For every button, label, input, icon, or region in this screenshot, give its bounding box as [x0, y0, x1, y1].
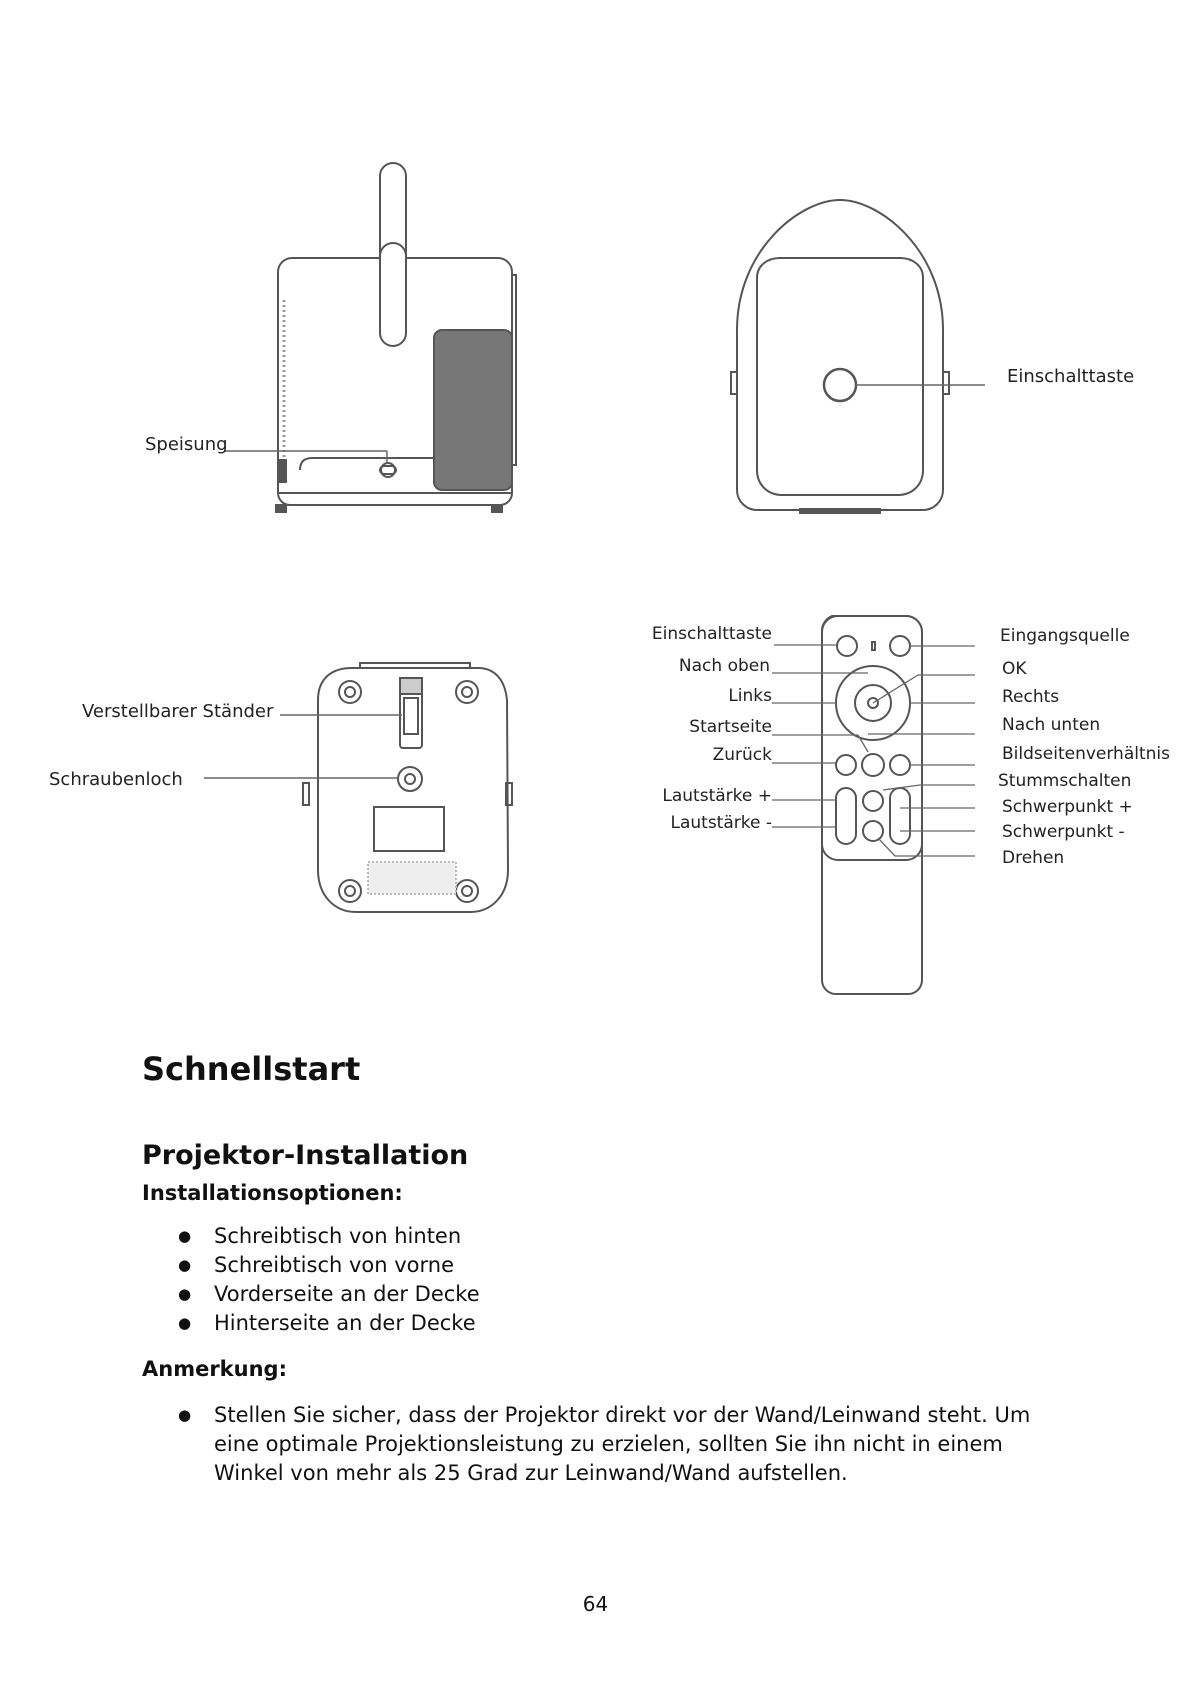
projector-front-view: [731, 200, 985, 513]
remote-label-lautstaerke-minus: Lautstärke -: [670, 813, 772, 833]
remote-label-drehen: Drehen: [1002, 848, 1065, 868]
note-heading: Anmerkung:: [142, 1357, 287, 1381]
remote-label-eingangsquelle: Eingangsquelle: [1000, 626, 1130, 646]
page-number: 64: [582, 1592, 609, 1616]
section-title: Schnellstart: [142, 1050, 361, 1088]
remote-label-lautstaerke-plus: Lautstärke +: [662, 786, 772, 806]
label-einschalttaste-front: Einschalttaste: [1007, 366, 1135, 387]
remote-label-zurueck: Zurück: [712, 745, 772, 765]
list-item: ● Schreibtisch von vorne: [178, 1251, 480, 1280]
remote-label-nach-unten: Nach unten: [1002, 715, 1101, 735]
projector-bottom-view: [303, 663, 512, 912]
list-item: ● Schreibtisch von hinten: [178, 1222, 480, 1251]
remote-label-ok: OK: [1002, 659, 1027, 679]
section-subtitle: Projektor-Installation: [142, 1140, 469, 1171]
remote-label-nach-oben: Nach oben: [678, 656, 770, 676]
remote-label-einschalttaste: Einschalttaste: [651, 624, 772, 644]
list-item: ● Vorderseite an der Decke: [178, 1280, 480, 1309]
remote-label-schwerpunkt-minus: Schwerpunkt -: [1002, 822, 1125, 842]
remote-label-stummschalten: Stummschalten: [998, 771, 1132, 791]
note-list: [178, 1401, 1048, 1488]
installation-options-list: [178, 1222, 480, 1338]
remote-label-schwerpunkt-plus: Schwerpunkt +: [1002, 797, 1133, 817]
remote-label-rechts: Rechts: [1002, 687, 1060, 707]
label-verstellbarer-staender: Verstellbarer Ständer: [82, 701, 274, 722]
note-text: ● Stellen Sie sicher, dass der Projektor direkt vor der Wand/Leinwand steht. Um eine optimale Projektionsleistung zu erzielen, sollten Sie ihn nicht in einem Winkel von mehr als 25 Grad zur Leinwand/Wand aufstellen.: [178, 1401, 1048, 1488]
remote-label-links: Links: [728, 686, 772, 706]
label-schraubenloch: Schraubenloch: [49, 769, 183, 790]
options-heading: Installationsoptionen:: [142, 1181, 403, 1205]
list-item: ● Hinterseite an der Decke: [178, 1309, 480, 1338]
remote-label-bildseitenverhaeltnis: Bildseitenverhältnis: [1002, 744, 1170, 764]
label-speisung: Speisung: [145, 434, 228, 455]
projector-side-view: [276, 163, 516, 512]
remote-label-startseite: Startseite: [689, 717, 772, 737]
